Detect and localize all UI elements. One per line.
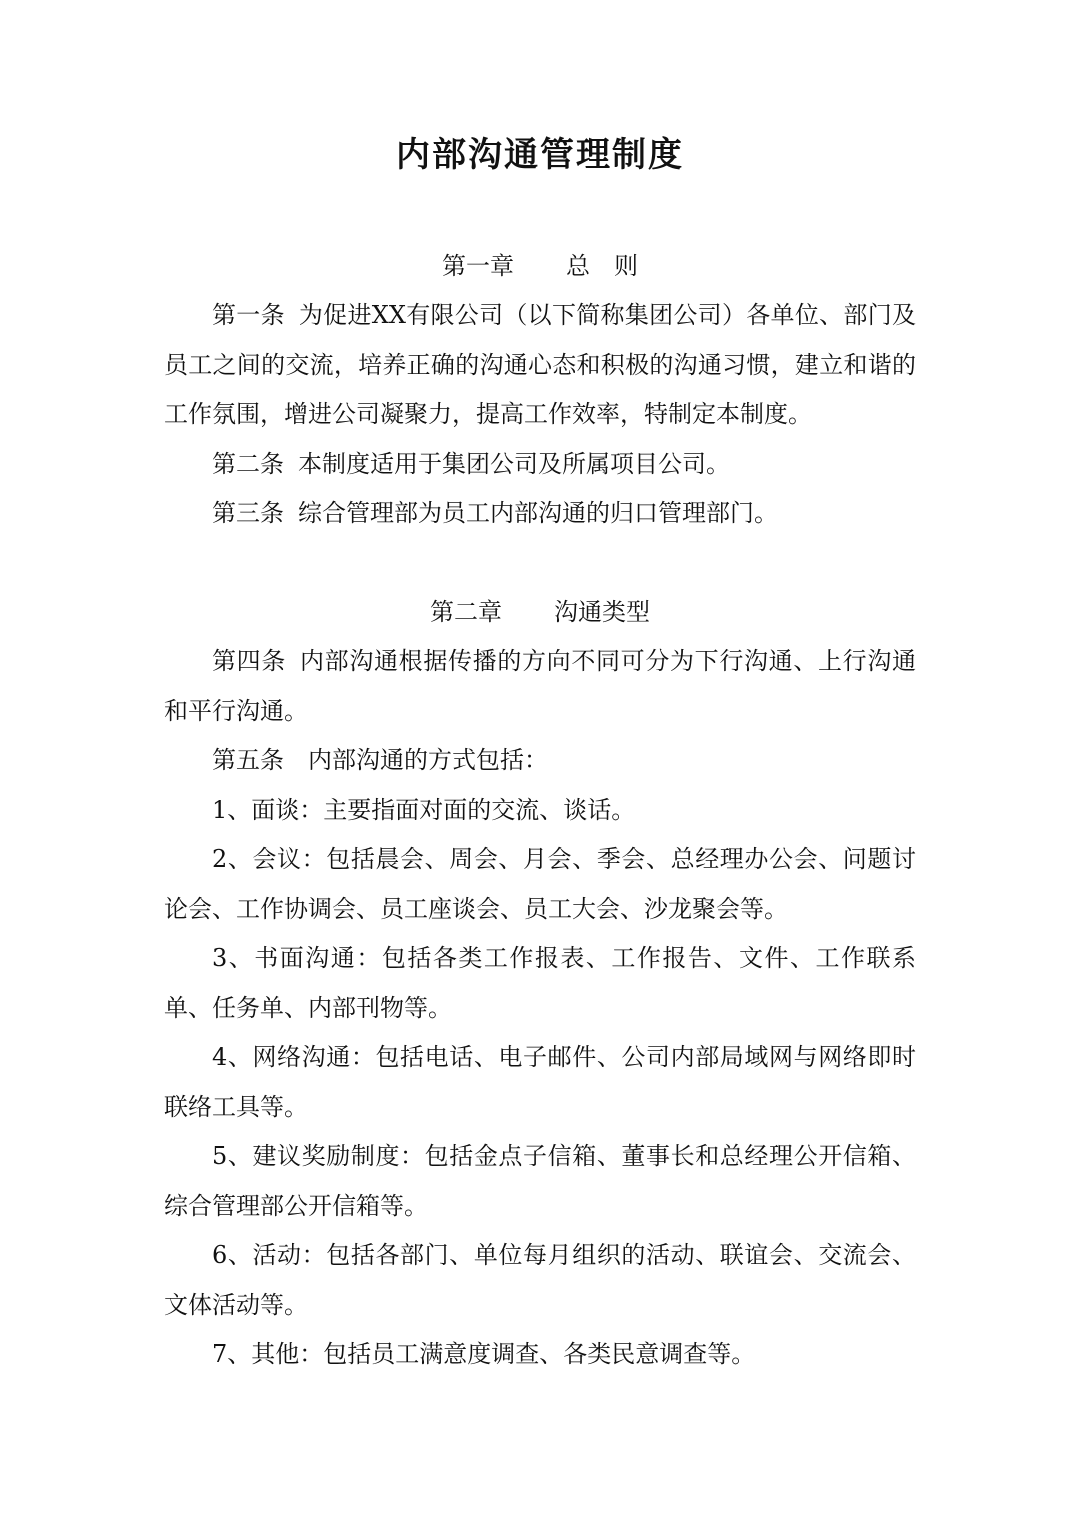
chapter-2-number: 第二章 xyxy=(430,598,502,626)
chapter-1-heading xyxy=(164,241,916,291)
article-4-lead: 第四条 xyxy=(212,647,286,675)
article-2 xyxy=(164,440,916,490)
article-4 xyxy=(164,637,916,736)
list-item-3: 3、书面沟通：包括各类工作报表、工作报告、文件、工作联系单、任务单、内部刊物等。 xyxy=(164,944,916,1022)
list-item-5: 5、建议奖励制度：包括金点子信箱、董事长和总经理公开信箱、综合管理部公开信箱等。 xyxy=(164,1142,916,1220)
chapter-2 xyxy=(164,587,916,1380)
article-5 xyxy=(164,736,916,786)
article-3-lead: 第三条 xyxy=(212,499,284,527)
list-item-1: 1、面谈：主要指面对面的交流、谈话。 xyxy=(212,795,636,824)
chapter-1 xyxy=(164,241,916,539)
article-1-text: 为促进XX有限公司（以下简称集团公司）各单位、部门及员工之间的交流，培养正确的沟通心态和积极的沟通习惯，建立和谐的工作氛围，增进公司凝聚力，提高工作效率，特制定本制度。 xyxy=(164,301,917,428)
article-2-text: 本制度适用于集团公司及所属项目公司。 xyxy=(298,449,730,478)
article-4-text: 内部沟通根据传播的方向不同可分为下行沟通、上行沟通和平行沟通。 xyxy=(164,647,916,725)
article-1-lead: 第一条 xyxy=(212,301,285,329)
chapter-1-title-part-2: 则 xyxy=(614,252,638,280)
chapter-1-title-part-1: 总 xyxy=(566,252,590,280)
article-2-lead: 第二条 xyxy=(212,449,284,478)
article-3 xyxy=(164,489,916,539)
article-5-text: 内部沟通的方式包括： xyxy=(308,746,548,774)
list-item-7: 7、其他：包括员工满意度调查、各类民意调查等。 xyxy=(212,1340,756,1368)
list-item-2: 2、会议：包括晨会、周会、月会、季会、总经理办公会、问题讨论会、工作协调会、员工座谈会、员工大会、沙龙聚会等。 xyxy=(164,845,916,923)
chapter-2-title: 沟通类型 xyxy=(554,598,650,626)
article-1 xyxy=(164,291,916,440)
list-item-6: 6、活动：包括各部门、单位每月组织的活动、联谊会、交流会、文体活动等。 xyxy=(164,1241,916,1319)
chapter-2-heading xyxy=(164,587,916,637)
list-item-4: 4、网络沟通：包括电话、电子邮件、公司内部局域网与网络即时联络工具等。 xyxy=(164,1043,916,1121)
article-3-text: 综合管理部为员工内部沟通的归口管理部门。 xyxy=(298,499,778,527)
document-title: 内部沟通管理制度 xyxy=(396,135,684,175)
chapter-1-number: 第一章 xyxy=(442,252,514,280)
article-5-lead: 第五条 xyxy=(212,746,284,774)
